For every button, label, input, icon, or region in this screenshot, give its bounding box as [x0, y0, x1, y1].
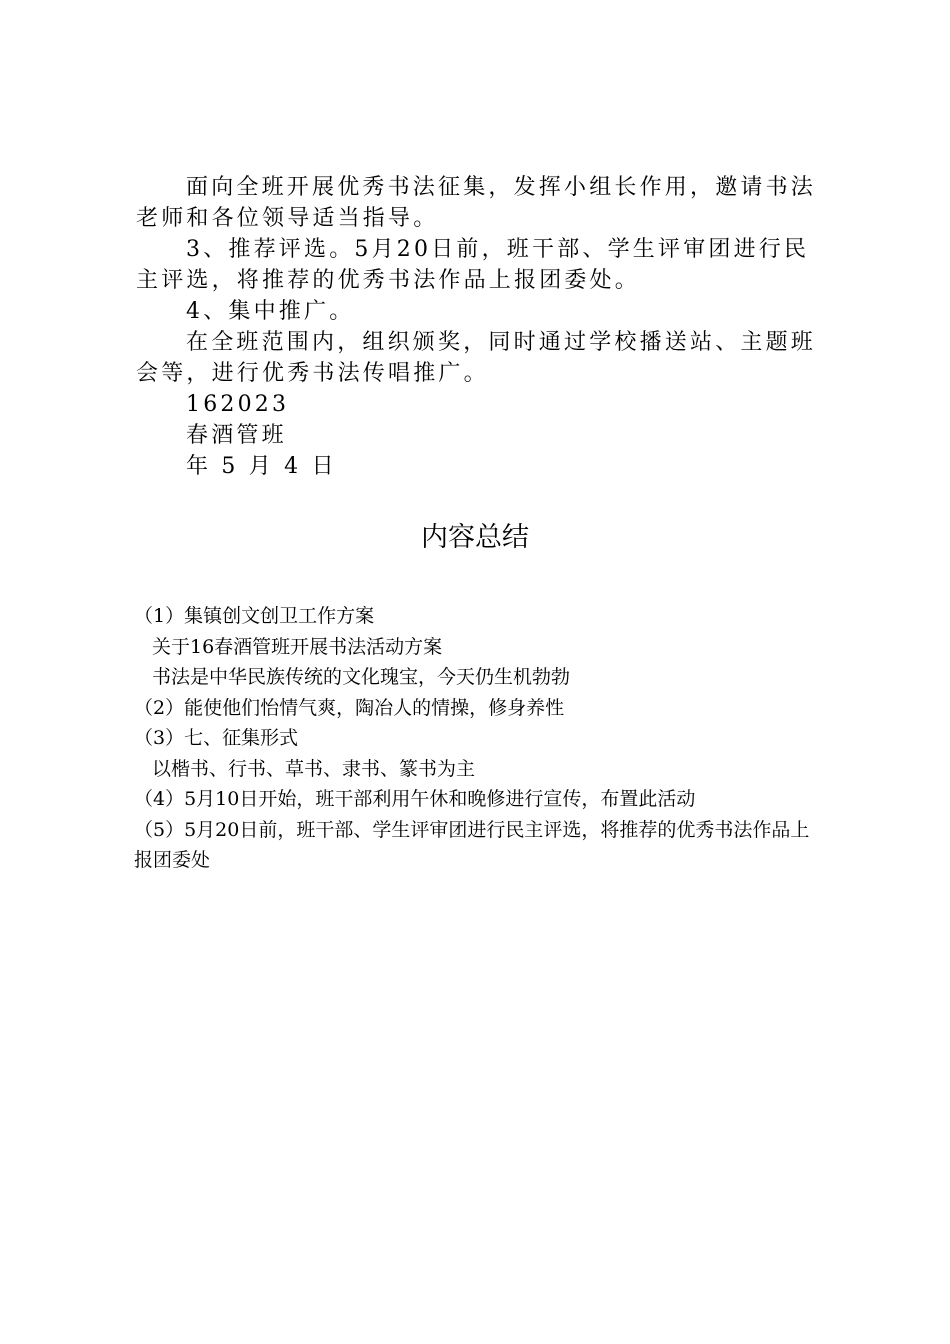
paragraph-promotion-heading: 4、集中推广。: [186, 299, 355, 324]
summary-item: （3）七、征集形式: [134, 727, 299, 749]
summary-item: （2）能使他们怡情气爽，陶冶人的情操，修身养性: [134, 696, 565, 719]
class-code: 162023: [186, 392, 290, 417]
summary-list: [134, 601, 824, 876]
paragraph-evaluation: 3、推荐评选。5月20日前，班干部、学生评审团进行民主评选，将推荐的优秀书法作品上报团委处。: [136, 237, 810, 293]
paragraph-collection: 面向全班开展优秀书法征集，发挥小组长作用，邀请书法老师和各位领导适当指导。: [136, 175, 817, 231]
summary-item: （4）5月10日开始，班干部利用午休和晚修进行宣传，布置此活动: [134, 788, 696, 810]
summary-title: 内容总结: [421, 522, 529, 553]
summary-item: （5）5月20日前，班干部、学生评审团进行民主评选，将推荐的优秀书法作品上报团委处: [134, 818, 810, 871]
paragraph-promotion: 在全班范围内，组织颁奖，同时通过学校播送站、主题班会等，进行优秀书法传唱推广。: [136, 330, 817, 386]
summary-item: （1）集镇创文创卫工作方案: [134, 605, 375, 627]
summary-item: 关于16春酒管班开展书法活动方案: [152, 635, 443, 658]
summary-item: 书法是中华民族传统的文化瑰宝，今天仍生机勃勃: [152, 666, 571, 688]
summary-item: 以楷书、行书、草书、隶书、篆书为主: [152, 757, 476, 780]
document-body: [136, 172, 826, 482]
document-date: 年 5 月 4 日: [186, 454, 337, 479]
class-name: 春酒管班: [186, 423, 287, 448]
